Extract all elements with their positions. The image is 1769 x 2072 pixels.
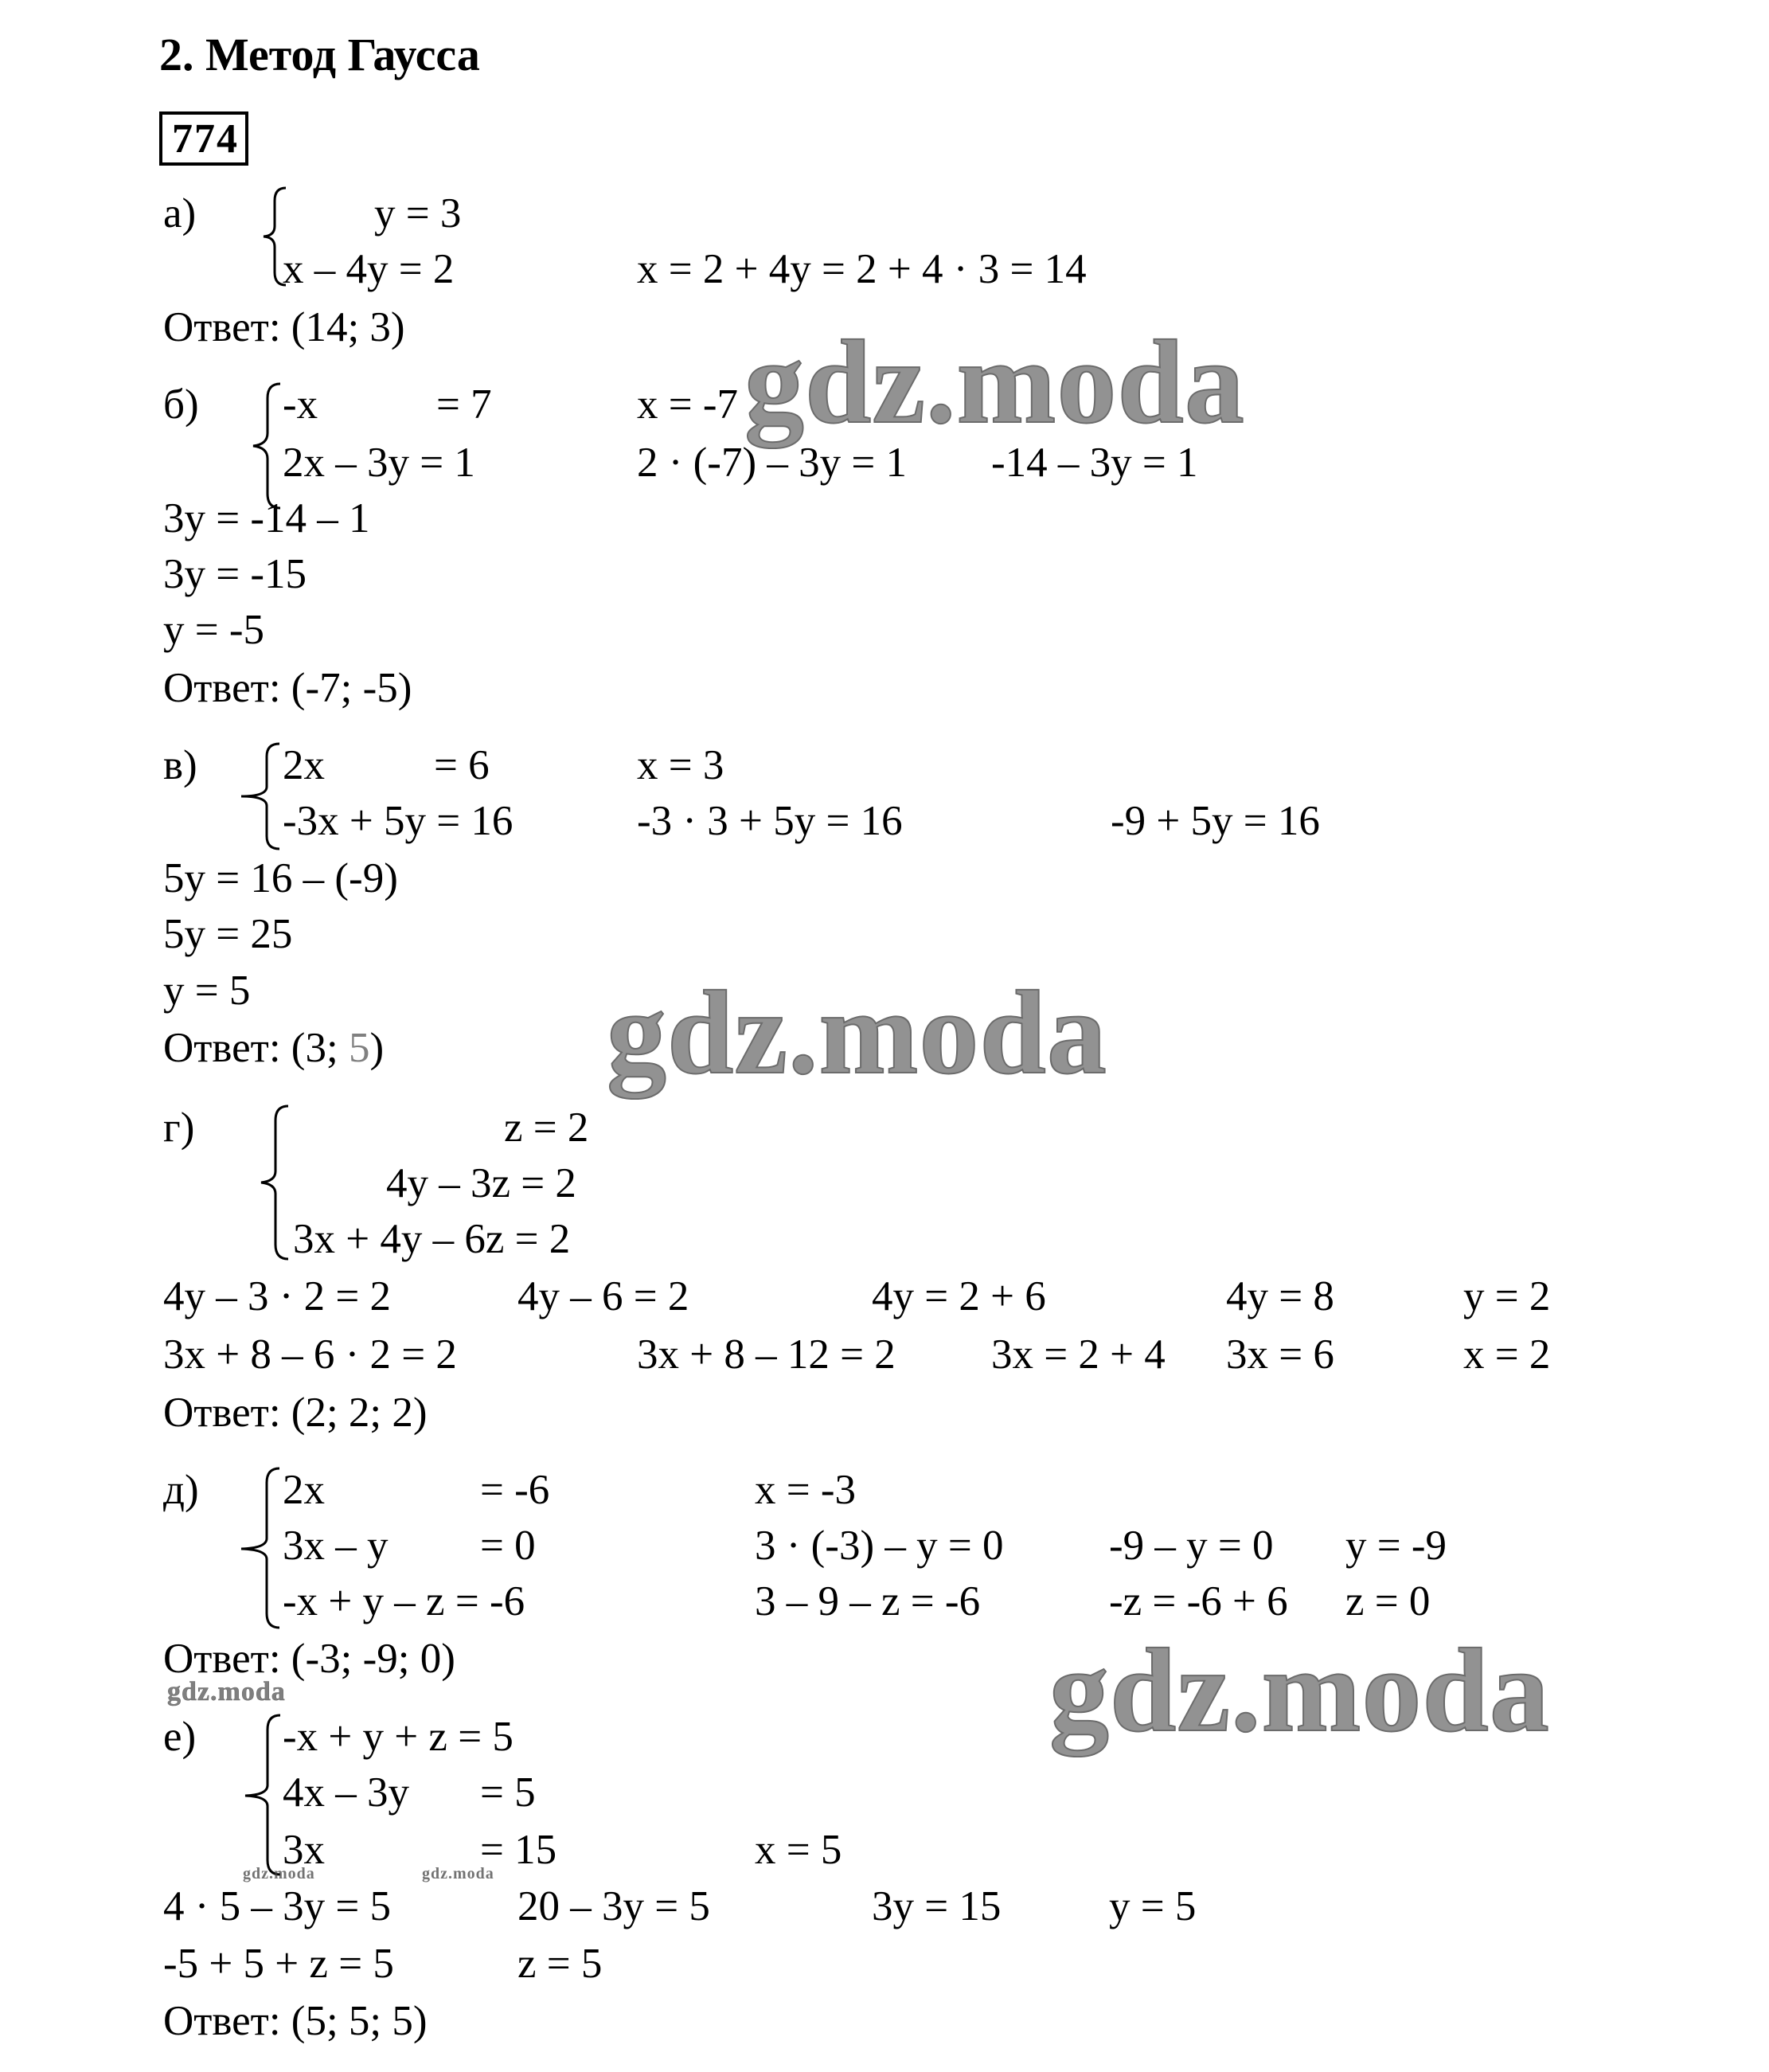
part-e-answer: Ответ: (5; 5; 5) (163, 1998, 428, 2044)
part-g-row1-c4: 4y = 8 (1226, 1273, 1334, 1319)
part-v-r2a: -3 · 3 + 5y = 16 (637, 798, 903, 844)
part-g-row1-c5: y = 2 (1463, 1273, 1551, 1319)
part-d-brace (235, 1465, 283, 1632)
part-v-answer-prefix: Ответ: (3; (163, 1025, 349, 1071)
part-d-c1-r1: x = -3 (755, 1467, 857, 1513)
part-b-eq1-left: -x (283, 381, 318, 428)
part-d-eq2-left: 3x – y (283, 1523, 389, 1569)
part-e-eq1-left: -x + y + z = 5 (283, 1714, 514, 1760)
part-e-r3: x = 5 (755, 1827, 842, 1873)
part-a-answer: Ответ: (14; 3) (163, 304, 405, 350)
part-g-row2-c4: 3x = 6 (1226, 1331, 1334, 1378)
part-b-answer: Ответ: (-7; -5) (163, 665, 412, 711)
part-a-eq1: y = 3 (374, 190, 462, 237)
part-d-c1-r3: 3 – 9 – z = -6 (755, 1578, 981, 1624)
problem-number-box: 774 (159, 111, 248, 166)
part-b-eq1-right: = 7 (436, 381, 492, 428)
part-g-row2-c1: 3x + 8 – 6 · 2 = 2 (163, 1331, 457, 1378)
part-d-c3-r3: z = 0 (1345, 1578, 1431, 1624)
part-d-c2-r2: -9 – y = 0 (1109, 1523, 1274, 1569)
part-v-line1: 5y = 16 – (-9) (163, 855, 398, 901)
part-a-label: а) (163, 190, 197, 237)
part-v-line3: y = 5 (163, 968, 251, 1014)
part-b-brace (247, 381, 283, 512)
part-v-answer-gray: 5 (348, 1025, 370, 1071)
part-e-eq3-left: 3x (283, 1827, 325, 1873)
part-v-eq1-right: = 6 (434, 742, 490, 788)
part-a-eq2: x – 4y = 2 (283, 246, 455, 292)
part-d-eq1-left: 2x (283, 1467, 325, 1513)
part-e-row2-c2: z = 5 (517, 1941, 603, 1987)
part-g-brace (255, 1103, 291, 1262)
part-e-label: е) (163, 1714, 197, 1760)
part-b-label: б) (163, 381, 199, 428)
part-e-eq2-left: 4x – 3y (283, 1769, 409, 1816)
part-v-label: в) (163, 742, 197, 788)
part-v-r2b: -9 + 5y = 16 (1111, 798, 1320, 844)
part-e-row2-c1: -5 + 5 + z = 5 (163, 1941, 394, 1987)
part-g-row2-c3: 3x = 2 + 4 (991, 1331, 1166, 1378)
watermark-1: gdz.moda (744, 316, 1245, 448)
section-heading: 2. Метод Гаусса (159, 29, 480, 80)
part-d-c3-r2: y = -9 (1345, 1523, 1447, 1569)
part-b-eq2: 2x – 3y = 1 (283, 440, 475, 486)
part-b-r2a: 2 · (-7) – 3y = 1 (637, 440, 907, 486)
part-b-line3: y = -5 (163, 607, 265, 653)
part-v-answer (163, 1027, 384, 1069)
part-d-eq3-left: -x + y – z = -6 (283, 1578, 525, 1624)
part-v-answer-suffix: ) (369, 1025, 385, 1071)
watermark-2: gdz.moda (607, 967, 1107, 1099)
part-b-line1: 3y = -14 – 1 (163, 495, 370, 541)
part-b-line2: 3y = -15 (163, 551, 307, 597)
part-v-eq2: -3x + 5y = 16 (283, 798, 514, 844)
part-e-eq2-right: = 5 (480, 1769, 536, 1816)
part-a-step: x = 2 + 4y = 2 + 4 · 3 = 14 (637, 246, 1087, 292)
part-e-row1-c3: 3y = 15 (872, 1883, 1002, 1929)
watermark-tiny-2: gdz.moda (422, 1865, 494, 1882)
part-g-row2-c2: 3x + 8 – 12 = 2 (637, 1331, 896, 1378)
part-g-row1-c2: 4y – 6 = 2 (517, 1273, 689, 1319)
part-g-answer: Ответ: (2; 2; 2) (163, 1390, 428, 1436)
part-d-answer: Ответ: (-3; -9; 0) (163, 1636, 455, 1682)
part-v-line2: 5y = 25 (163, 911, 293, 957)
part-e-row1-c2: 20 – 3y = 5 (517, 1883, 710, 1929)
part-g-eq1: z = 2 (504, 1104, 589, 1151)
part-g-row1-c3: 4y = 2 + 6 (872, 1273, 1046, 1319)
part-e-eq3-right: = 15 (480, 1827, 557, 1873)
part-d-c1-r2: 3 · (-3) – y = 0 (755, 1523, 1004, 1569)
part-b-r1: x = -7 (637, 381, 739, 428)
part-d-c2-r3: -z = -6 + 6 (1109, 1578, 1288, 1624)
part-g-eq3: 3x + 4y – 6z = 2 (293, 1216, 571, 1262)
part-v-brace (235, 741, 283, 852)
part-e-brace (239, 1712, 283, 1879)
part-d-eq2-right: = 0 (480, 1523, 536, 1569)
part-g-row2-c5: x = 2 (1463, 1331, 1551, 1378)
part-v-r1: x = 3 (637, 742, 724, 788)
part-b-r2b: -14 – 3y = 1 (991, 440, 1198, 486)
part-d-label: д) (163, 1467, 199, 1513)
part-g-eq2: 4y – 3z = 2 (386, 1160, 576, 1206)
part-e-row1-c1: 4 · 5 – 3y = 5 (163, 1883, 392, 1929)
watermark-3: gdz.moda (1049, 1624, 1550, 1757)
part-e-row1-c4: y = 5 (1109, 1883, 1197, 1929)
part-g-row1-c1: 4y – 3 · 2 = 2 (163, 1273, 392, 1319)
part-d-eq1-right: = -6 (480, 1467, 550, 1513)
part-v-eq1-left: 2x (283, 742, 325, 788)
part-g-label: г) (163, 1104, 195, 1151)
watermark-small: gdz.moda (167, 1677, 286, 1706)
watermark-tiny-1: gdz.moda (243, 1865, 315, 1882)
